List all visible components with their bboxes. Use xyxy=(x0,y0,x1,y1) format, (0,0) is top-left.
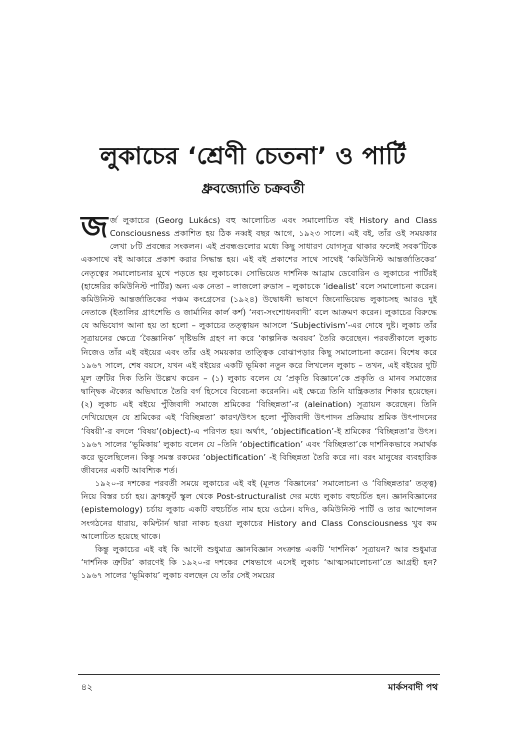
footer-divider xyxy=(78,674,440,675)
article-body xyxy=(81,210,437,582)
journal-name: মার্কসবাদী পথ xyxy=(388,683,438,693)
article-title: লুকাচের ‘শ্রেণী চেতনা’ ও পার্টি xyxy=(100,142,406,170)
body-paragraph-1 xyxy=(81,210,437,477)
body-paragraph-3: কিন্তু লুকাচের এই বই কি আদৌ শুধুমাত্র জ্ঞানবিজ্ঞান সংক্রান্ত একটি ‘দার্শনিক’ সূত্রায়ন? আর শুধুমাত্র ‘দার্শনিক ত্রুটির’ কারণেই কি ১৯২০-র দশকের শেষভাগে এসেই লুকাচ ‘আত্মসমালোচনা’তে আগ্রহী হন? ১৯৬৭ সালের ‘ভূমিকায়’ লুকাচ বলছেন যে তাঁর সেই সময়ের xyxy=(81,543,437,581)
article-author: ধ্রুবজ্যোতি চক্রবর্তী xyxy=(201,181,305,197)
drop-cap: জ xyxy=(81,210,108,245)
page-number: ৪২ xyxy=(81,683,93,693)
body-paragraph-2: ১৯২০-র দশকের পরবর্তী সময়ে লুকাচের এই বই (মূলত ‘বিজ্ঞানের’ সমালোচনা ও ‘বিচ্ছিন্নতার’ তত্ত্ব) নিয়ে বিস্তর চর্চা হয়। ফ্রাঙ্কফুর্ট স্কুল থেকে Post-structuralist দের মধ্যে লুকাচ বহুচর্চিত হন। জ্ঞানবিজ্ঞানের (epistemology) চর্চায় লুকাচ একটি বহুচর্চিত নাম হয়ে ওঠেন। যদিও, কমিউনিস্ট পার্টি ও তার আন্দোলন সংগঠনের ধারায়, কমিন্টার্ন দ্বারা নাকচ হওয়া লুকাচের History and Class Consciousness খুব কম আলোচিত হয়েছে থাকে। xyxy=(81,478,437,541)
paragraph-1-text: র্জ লুকাচের (Georg Lukács) বহু আলোচিত এবং সমালোচিত বই History and Class Consciousness প্রকাশিত হয় ঠিক নব্বই বছর আগে, ১৯২৩ সালে। এই বই, তাঁর ওই সময়কার লেখা ৮টি প্রবন্ধের সংকলন। এই প্রবন্ধগুলোর মধ্যে কিছু সাধারণ যোগসূত্র থাকার ফলেই সবক’টিকে একসাথে বই আকারে প্রকাশ করার সিদ্ধান্ত হয়। এই বই প্রকাশের সাথে সাথেই ‘কমিউনিস্ট আন্তর্জাতিকের’ নেতৃত্বের সমালোচনার মুখে পড়তে হয় লুকাচকে। সোভিয়েত দার্শনিক আব্রাম ডেবোরিন ও লুকাচের পার্টিরই (হাঙ্গেরির কমিউনিস্ট পার্টির) অন্য এক নেতা – লাজলো রুডাস – লুকাচকে ‘idealist’ বলে সমালোচনা করেন। কমিউনিস্ট আন্তর্জাতিকের পঞ্চম কংগ্রেসের (১৯২৪) উদ্বোধনী ভাষণে জিনোভিয়েভ লুকাচসহ আরও দুই নেতাকে (ইতালির গ্রাৎশেভি ও জার্মানির কার্ল কর্শ) ‘নব্য-সংশোধনবাদী’ বলে আক্রমণ করেন। লুকাচের বিরুদ্ধে যে অভিযোগ আনা হয় তা হলো – লুকাচের তত্ত্বায়ন আসলে ‘Subjectivism’-এর দোষে দুষ্ট। লুকাচ তাঁর সূত্রায়নের ক্ষেত্রে ‘বৈজ্ঞানিক’ দৃষ্টিভঙ্গি গ্রহণ না করে ‘কাল্পনিক অবয়ব’ তৈরি করেছেন। পরবর্তীকালে লুকাচ নিজেও তাঁর এই বইয়ের এবং তাঁর ওই সময়কার তাত্ত্বিক বোঝাপড়ার কিছু সমালোচনা করেন। বিশেষ করে ১৯৬৭ সালে, শেষ বয়সে, যখন এই বইয়ের একটি ভূমিকা নতুন করে লিখলেন লুকাচ – তখন, এই বইয়ের দুটি মূল ত্রুটির দিক তিনি উল্লেখ করেন – (১) লুকাচ বলেন যে ‘প্রকৃতি বিজ্ঞানে’কে প্রকৃতি ও মানব সমাজের দ্বান্দ্বিক ঐক্যের অভিঘাতে তৈরি বর্গ হিসেবে বিবেচনা করেননি। এই ক্ষেত্রে তিনি যান্ত্রিকতার শিকার হয়েছেন। (২) লুকাচ এই বইয়ে পুঁজিবাদী সমাজে শ্রমিকের ‘বিচ্ছিন্নতা’-র (aleination) সূত্রায়ন করেছেন। তিনি দেখিয়েছেন যে শ্রমিকের এই ‘বিচ্ছিন্নতা’ কারণ/উৎস হলো পুঁজিবাদী উৎপাদন প্রক্রিয়ায় শ্রমিক উৎপাদনের ‘বিষয়ী’-র বদলে ‘বিষয়’(object)-এ পরিণত হয়। অর্থাৎ, ‘objectification’-ই শ্রমিকের ‘বিচ্ছিন্নতা’র উৎস। ১৯৬৭ সালের ‘ভূমিকায়’ লুকাচ বলেন যে –তিনি ‘objectification’ এবং ‘বিচ্ছিন্নতা’কে দার্শনিকভাবে সমার্থক করে ভুলেছিলেন। কিন্তু সমস্ত রকমের ‘objectification’ -ই বিচ্ছিন্নতা তৈরি করে না। বরং মানুষের ব্যবহারিক জীবনের একটি আবশ্যিক শর্ত। xyxy=(81,215,437,475)
